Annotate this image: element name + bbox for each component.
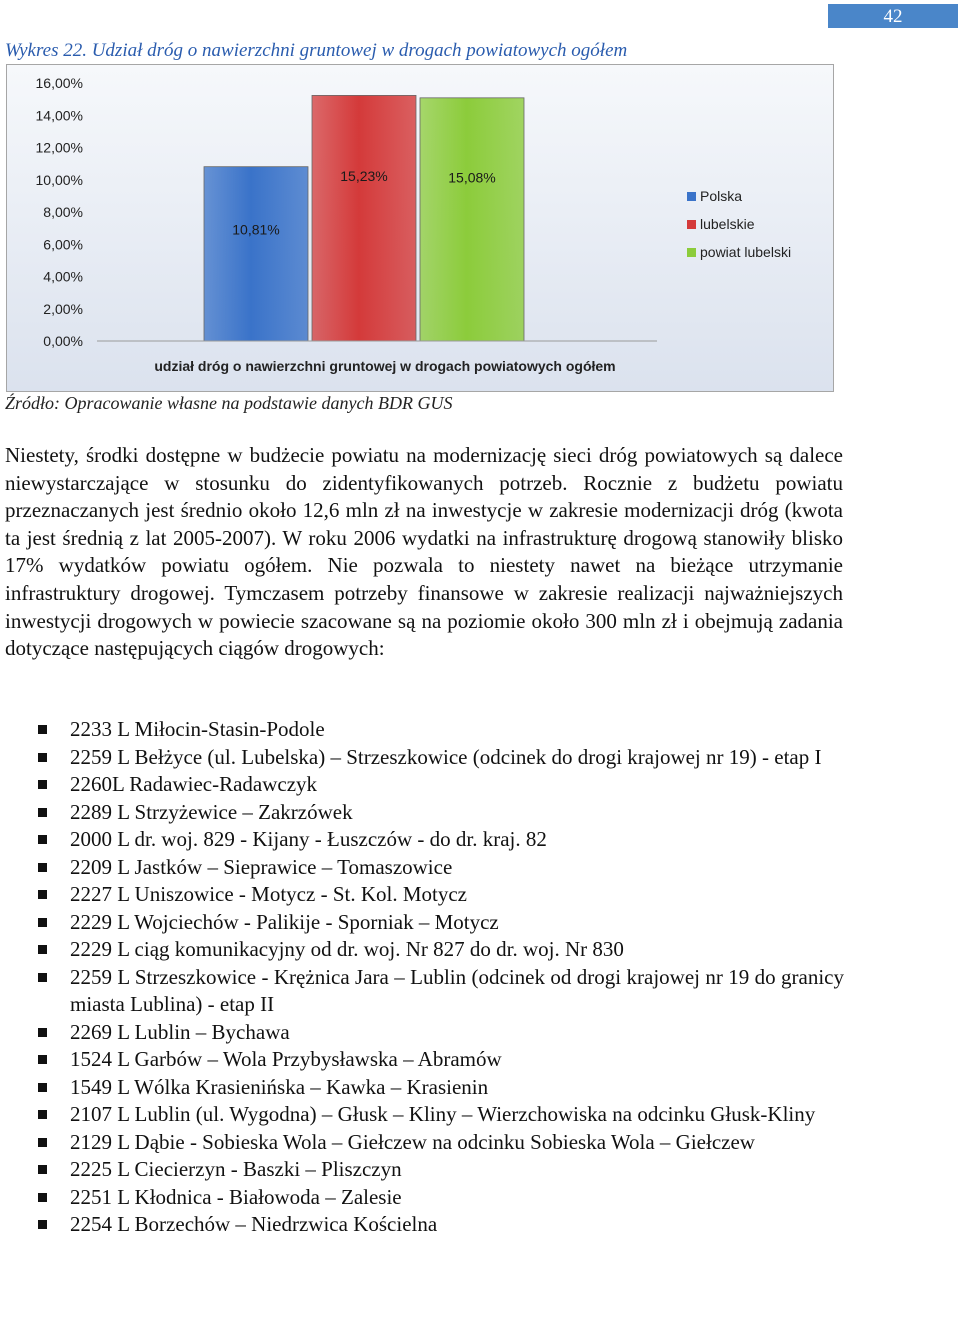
road-list-item xyxy=(38,1074,844,1102)
road-list-item xyxy=(38,964,844,1019)
square-bullet-icon xyxy=(38,973,47,982)
road-list-item xyxy=(38,1184,844,1212)
chart-svg xyxy=(7,65,833,391)
page-number: 42 xyxy=(828,4,958,28)
road-list-item xyxy=(38,909,844,937)
square-bullet-icon xyxy=(38,890,47,899)
source-note: Źródło: Opracowanie własne na podstawie danych BDR GUS xyxy=(5,393,453,413)
legend-swatch xyxy=(687,248,696,257)
y-tick-label: 0,00% xyxy=(43,333,83,349)
y-tick-label: 12,00% xyxy=(35,139,83,156)
legend-label: Polska xyxy=(700,188,743,204)
road-list-item xyxy=(38,881,844,909)
road-list-item xyxy=(38,1101,844,1129)
square-bullet-icon xyxy=(38,808,47,817)
square-bullet-icon xyxy=(38,1220,47,1229)
square-bullet-icon xyxy=(38,1110,47,1119)
bar-lubelskie xyxy=(312,95,416,341)
road-list-item xyxy=(38,716,844,744)
road-list xyxy=(38,716,844,1239)
square-bullet-icon xyxy=(38,1083,47,1092)
y-tick-label: 4,00% xyxy=(43,268,83,285)
road-list-item xyxy=(38,771,844,799)
chart-frame xyxy=(6,64,834,392)
road-list-item-text: 2229 L Wojciechów - Palikije - Sporniak – Motycz xyxy=(70,909,499,934)
road-list-item-text: 2209 L Jastków – Sieprawice – Tomaszowice xyxy=(70,854,453,879)
bar-data-label: 15,23% xyxy=(340,167,388,184)
road-list-item-text: 2269 L Lublin – Bychawa xyxy=(70,1019,290,1044)
road-list-item xyxy=(38,1129,844,1157)
road-list-item xyxy=(38,1156,844,1184)
y-tick-label: 8,00% xyxy=(43,204,83,220)
square-bullet-icon xyxy=(38,1193,47,1202)
road-list-item-text: 2227 L Uniszowice - Motycz - St. Kol. Motycz xyxy=(70,882,467,906)
square-bullet-icon xyxy=(38,1165,47,1174)
bar-chart xyxy=(7,65,833,391)
road-list-item-text: 2254 L Borzechów – Niedrzwica Kościelna xyxy=(70,1212,438,1236)
road-list-item-text: 1549 L Wólka Krasienińska – Kawka – Krasienin xyxy=(70,1074,489,1099)
x-axis-label: udział dróg o nawierzchni gruntowej w drogach powiatowych ogółem xyxy=(154,358,616,374)
road-list-item xyxy=(38,936,844,964)
road-list-item-text: 2260L Radawiec-Radawczyk xyxy=(70,772,318,796)
road-list-item-text: 1524 L Garbów – Wola Przybysławska – Abramów xyxy=(70,1047,502,1071)
bar-powiat-lubelski xyxy=(420,98,524,341)
square-bullet-icon xyxy=(38,945,47,954)
road-list-item-text: 2107 L Lublin (ul. Wygodna) – Głusk – Kliny – Wierzchowiska na odcinku Głusk-Kliny xyxy=(70,1102,816,1126)
legend-swatch xyxy=(687,220,696,229)
road-list-item-text: 2251 L Kłodnica - Białowoda – Zalesie xyxy=(70,1184,402,1209)
legend-label: lubelskie xyxy=(700,216,755,232)
road-list-item xyxy=(38,1019,844,1047)
road-list-item-text: 2000 L dr. woj. 829 - Kijany - Łuszczów - do dr. kraj. 82 xyxy=(70,827,547,851)
bar-data-label: 10,81% xyxy=(232,221,280,238)
square-bullet-icon xyxy=(38,835,47,844)
road-list-item-text: 2259 L Bełżyce (ul. Lubelska) – Strzeszkowice (odcinek do drogi krajowej nr 19) - etap I xyxy=(70,744,822,769)
square-bullet-icon xyxy=(38,1028,47,1037)
road-list-item xyxy=(38,1046,844,1074)
road-list-item-text: 2225 L Ciecierzyn - Baszki – Pliszczyn xyxy=(70,1157,402,1181)
square-bullet-icon xyxy=(38,725,47,734)
square-bullet-icon xyxy=(38,753,47,762)
road-list-item xyxy=(38,799,844,827)
road-list-item-text: 2233 L Miłocin-Stasin-Podole xyxy=(70,717,325,741)
bar-data-label: 15,08% xyxy=(448,169,496,186)
bar-polska xyxy=(204,167,308,341)
road-list-item xyxy=(38,826,844,854)
square-bullet-icon xyxy=(38,780,47,789)
y-tick-label: 16,00% xyxy=(35,75,83,91)
y-tick-label: 2,00% xyxy=(43,300,83,317)
road-list-item-text: 2289 L Strzyżewice – Zakrzówek xyxy=(70,799,353,824)
road-list-item-text: 2259 L Strzeszkowice - Krężnica Jara – Lublin (odcinek od drogi krajowej nr 19 do granicy miasta Lublina) - etap II xyxy=(70,964,844,1016)
road-list-item xyxy=(38,744,844,772)
y-tick-label: 6,00% xyxy=(43,236,83,253)
legend-label: powiat lubelski xyxy=(700,244,792,260)
y-tick-label: 10,00% xyxy=(35,171,83,188)
legend-swatch xyxy=(687,192,696,201)
road-list-item xyxy=(38,1211,844,1239)
road-list-item-text: 2229 L ciąg komunikacyjny od dr. woj. Nr 827 do dr. woj. Nr 830 xyxy=(70,937,624,961)
square-bullet-icon xyxy=(38,1138,47,1147)
square-bullet-icon xyxy=(38,918,47,927)
road-list-item xyxy=(38,854,844,882)
y-tick-label: 14,00% xyxy=(35,107,83,124)
body-paragraph: Niestety, środki dostępne w budżecie powiatu na modernizację sieci dróg powiatowych są dalece niewystarczające w stosunku do zidentyfikowanych potrzeb. Rocznie z budżetu powiatu przeznaczanych jest średnio około 12,6 mln zł na inwestycje w zakresie modernizacji dróg (kwota ta jest średnią z lat 2005-2007). W roku 2006 wydatki na infrastrukturę drogową stanowiły blisko 17% wydatków powiatu ogółem. Nie pozwala to niestety nawet na bieżące utrzymanie infrastruktury drogowej. Tymczasem potrzeby finansowe w zakresie realizacji najważniejszych inwestycji drogowych w powiecie szacowane są na poziomie około 300 mln zł i obejmują zadania dotyczące następujących ciągów drogowych: xyxy=(5,443,843,661)
road-list-item-text: 2129 L Dąbie - Sobieska Wola – Giełczew na odcinku Sobieska Wola – Giełczew xyxy=(70,1129,755,1154)
square-bullet-icon xyxy=(38,1055,47,1064)
square-bullet-icon xyxy=(38,863,47,872)
figure-caption: Wykres 22. Udział dróg o nawierzchni gruntowej w drogach powiatowych ogółem xyxy=(5,40,628,61)
